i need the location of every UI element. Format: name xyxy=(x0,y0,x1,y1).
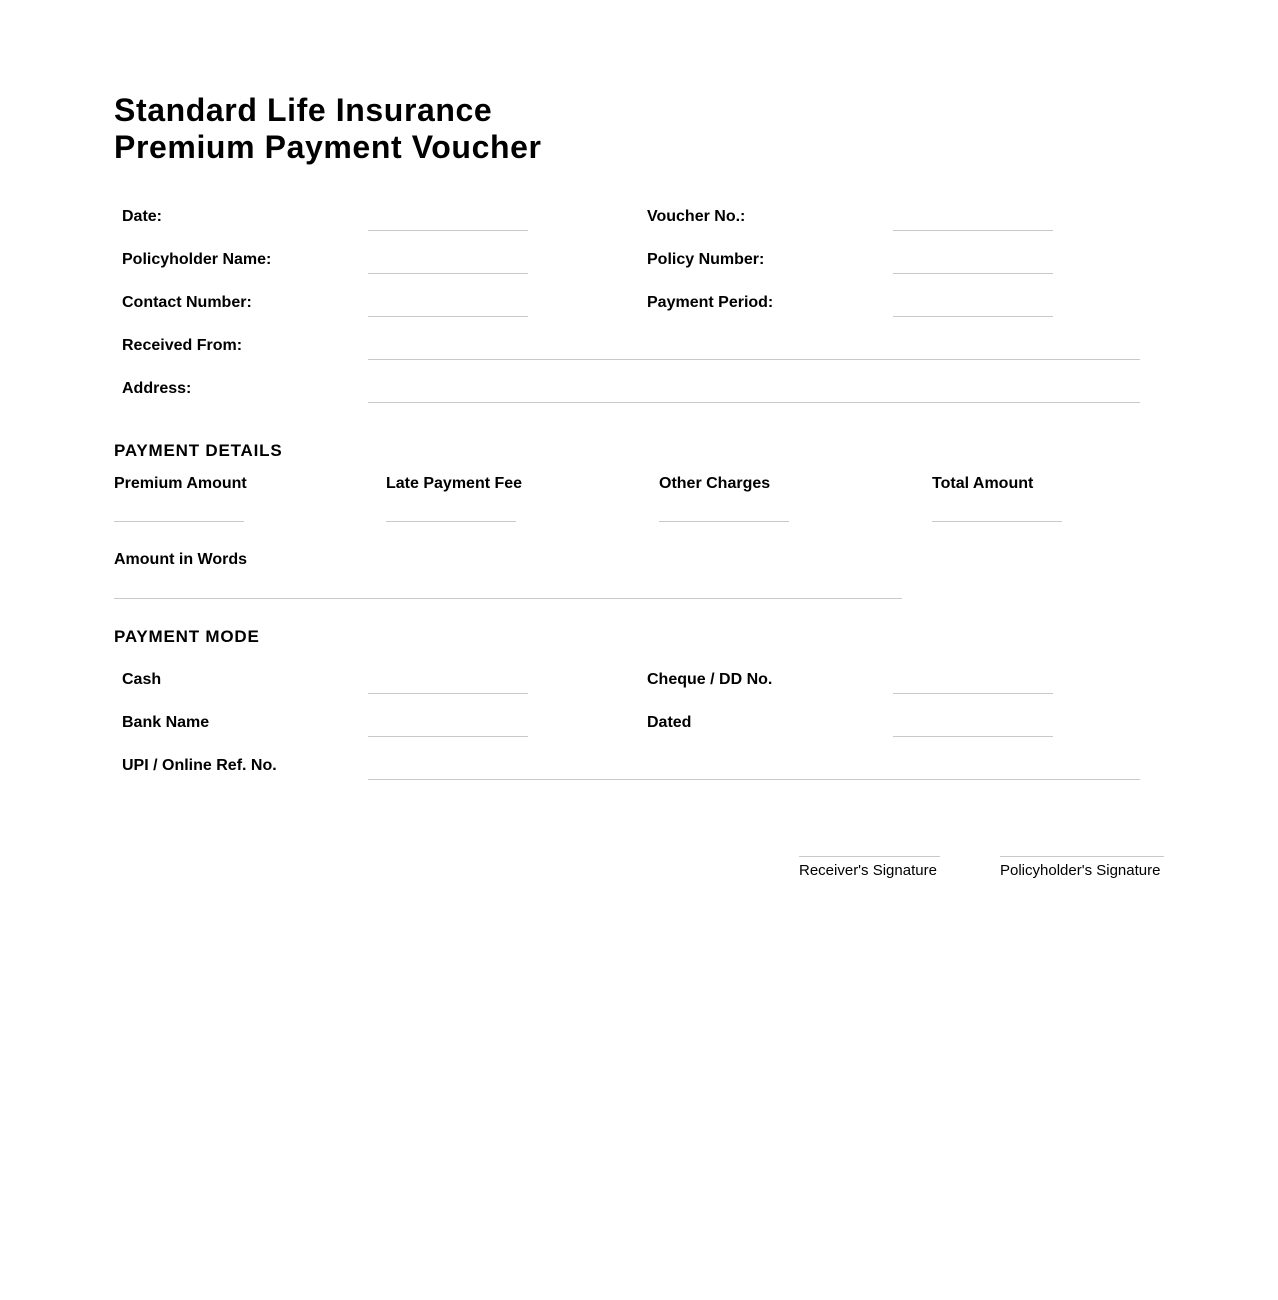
late-payment-fee-label: Late Payment Fee xyxy=(386,475,523,492)
title-line-1: Standard Life Insurance xyxy=(114,92,493,128)
amount-in-words-field[interactable] xyxy=(114,598,902,599)
upi-ref-field[interactable] xyxy=(368,779,1140,780)
policyholder-name-field[interactable] xyxy=(368,273,528,274)
dated-field[interactable] xyxy=(893,736,1053,737)
contact-number-label: Contact Number: xyxy=(122,294,252,311)
policy-number-label: Policy Number: xyxy=(647,251,765,268)
amount-in-words-label: Amount in Words xyxy=(114,551,248,568)
voucher-no-label: Voucher No.: xyxy=(647,208,746,225)
payment-period-label: Payment Period: xyxy=(647,294,774,311)
cash-label: Cash xyxy=(122,671,162,688)
bank-name-label: Bank Name xyxy=(122,714,210,731)
address-field[interactable] xyxy=(368,402,1140,403)
upi-ref-label: UPI / Online Ref. No. xyxy=(122,757,277,774)
date-label: Date: xyxy=(122,208,163,225)
cash-field[interactable] xyxy=(368,693,528,694)
voucher-no-field[interactable] xyxy=(893,230,1053,231)
total-amount-label: Total Amount xyxy=(932,475,1034,492)
payment-mode-heading: PAYMENT MODE xyxy=(114,627,260,646)
dated-label: Dated xyxy=(647,714,692,731)
other-charges-label: Other Charges xyxy=(659,475,771,492)
policyholder-signature-label: Policyholder's Signature xyxy=(1000,862,1161,879)
received-from-label: Received From: xyxy=(122,337,243,354)
policy-number-field[interactable] xyxy=(893,273,1053,274)
policyholder-name-label: Policyholder Name: xyxy=(122,251,272,268)
premium-amount-label: Premium Amount xyxy=(114,475,247,492)
date-field[interactable] xyxy=(368,230,528,231)
total-amount-field[interactable] xyxy=(932,521,1062,522)
address-label: Address: xyxy=(122,380,192,397)
cheque-dd-no-label: Cheque / DD No. xyxy=(647,671,773,688)
policyholder-signature-line[interactable] xyxy=(1000,856,1164,857)
cheque-dd-no-field[interactable] xyxy=(893,693,1053,694)
payment-period-field[interactable] xyxy=(893,316,1053,317)
title-line-2: Premium Payment Voucher xyxy=(114,129,542,165)
bank-name-field[interactable] xyxy=(368,736,528,737)
receiver-signature-label: Receiver's Signature xyxy=(799,862,937,879)
received-from-field[interactable] xyxy=(368,359,1140,360)
premium-amount-field[interactable] xyxy=(114,521,244,522)
receiver-signature-line[interactable] xyxy=(799,856,940,857)
late-payment-fee-field[interactable] xyxy=(386,521,516,522)
payment-details-heading: PAYMENT DETAILS xyxy=(114,441,283,460)
contact-number-field[interactable] xyxy=(368,316,528,317)
other-charges-field[interactable] xyxy=(659,521,789,522)
